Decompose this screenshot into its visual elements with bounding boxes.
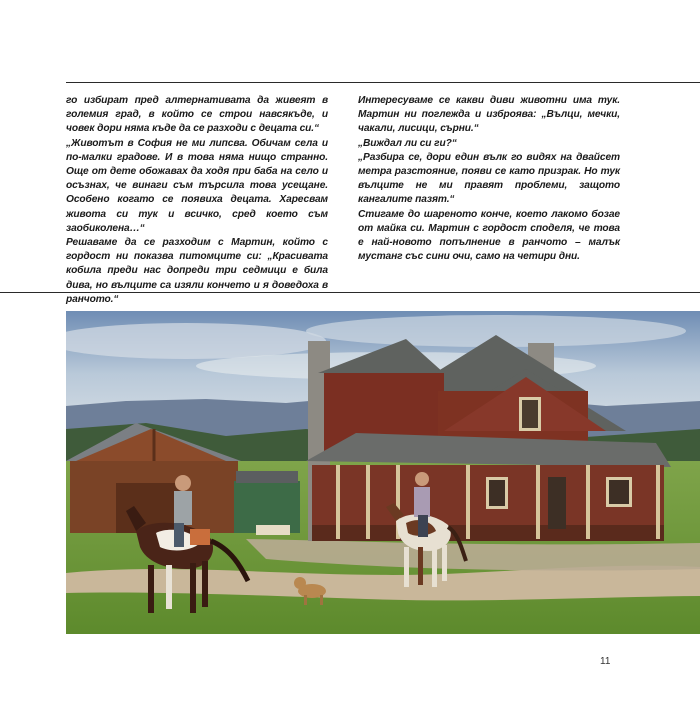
section-rule [0, 292, 700, 293]
paragraph: „Разбира се, дори един вълк го видях на двайсет метра разстояние, появи се като призрак. Но тук вълците не ми правят проблеми, защото кангалите пазят.“ [358, 151, 620, 206]
page-number: 11 [600, 656, 611, 667]
paragraph: Стигаме до шареното конче, което лакомо бозае от майка си. Мартин с гордост споделя, че това е най-новото попълнение в ранчото – малък мустанг със сини очи, само на четири дни. [358, 208, 620, 263]
bench [256, 525, 290, 535]
top-rule [66, 82, 700, 83]
paragraph: го избират пред алтернативата да живеят в големия град, в който се строи навсякъде, и човек дори няма къде да се разходи с децата си.“ [66, 95, 328, 135]
paragraph: Решаваме да се разходим с Мартин, който с гордост ни показва питомците си: „Красивата кобила преди нас допреди три седмици е била дива, но вълците са изяли кончето и я доведоха в ранчото.“ [66, 237, 328, 305]
ranch-photo [66, 311, 700, 634]
paragraph: „Виждал ли си ги?“ [358, 137, 457, 149]
article-left-column [66, 94, 328, 307]
paragraph: „Животът в София не ми липсва. Обичам села и по-малки градове. И в това няма нищо странно. Още от дете обожавах да ходя при баба на село и осъзнах, че винаги съм търсила това усещане. Особено когато се появиха децата. Харесвам живота си тук и всичко, сред което съм заобиколена…“ [66, 137, 328, 234]
article-right-column [358, 94, 620, 264]
paragraph: Интересуваме се какви диви животни има тук. Мартин ни поглежда и изброява: „Вълци, мечки, чакали, лисици, сърни.“ [358, 95, 620, 135]
